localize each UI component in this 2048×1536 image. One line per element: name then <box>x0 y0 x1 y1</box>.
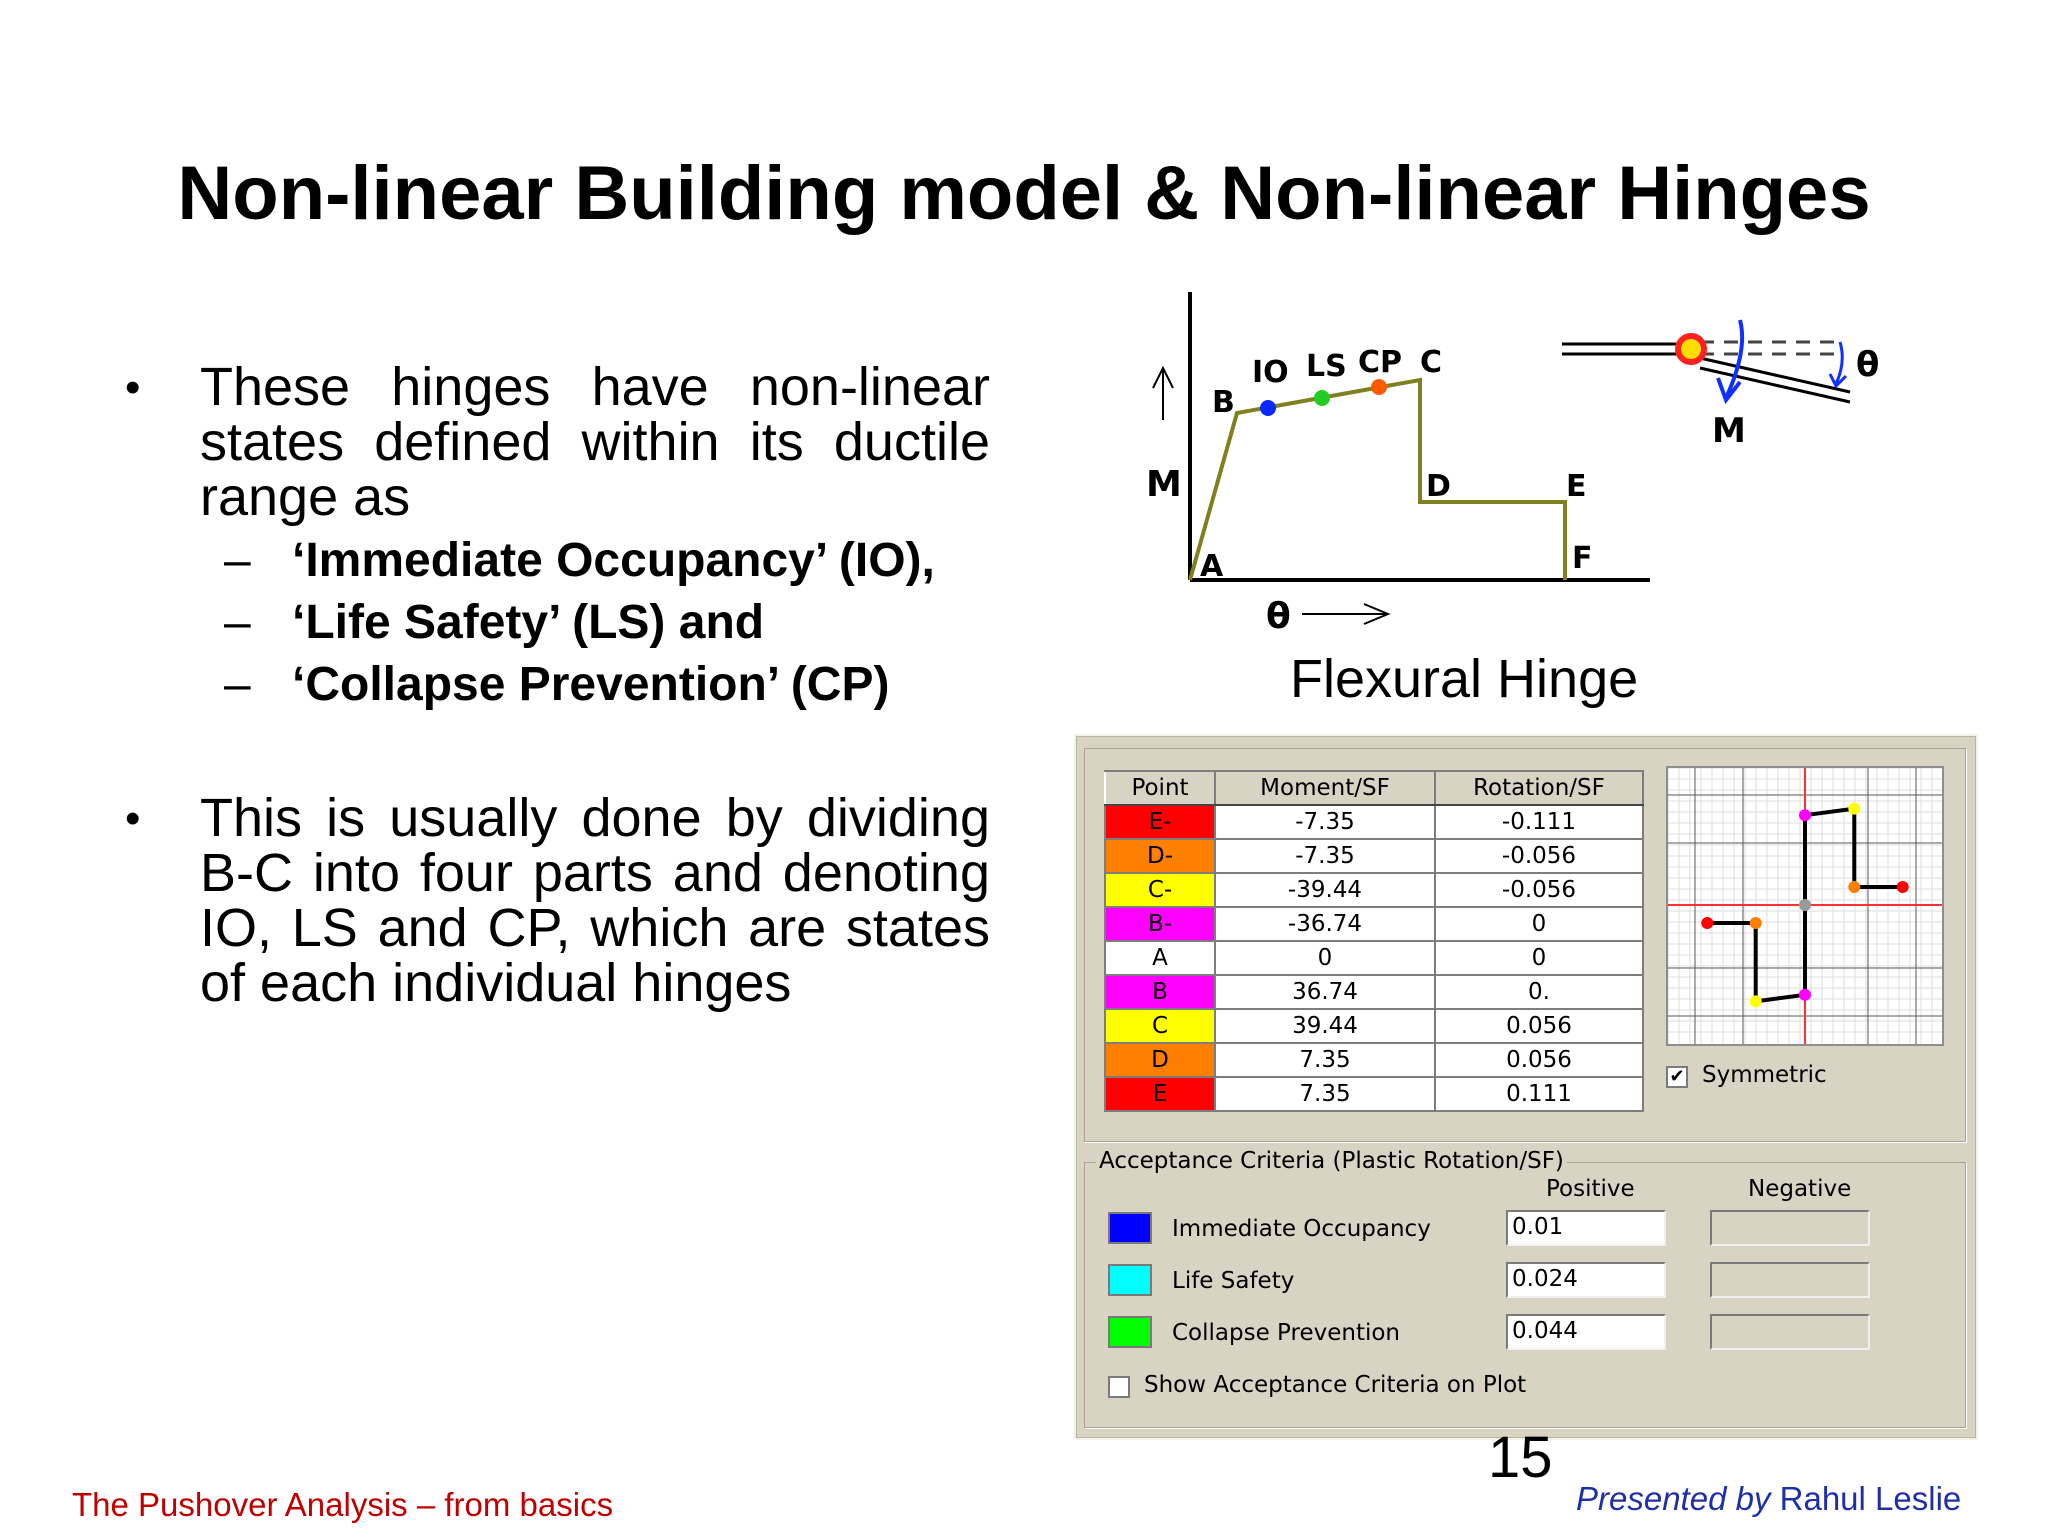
table-row[interactable] <box>1105 1009 1643 1043</box>
rotation-cell[interactable]: -0.056 <box>1435 839 1643 873</box>
ls-negative-input <box>1710 1262 1870 1298</box>
slide-title: Non-linear Building model & Non-linear Hinges <box>177 151 1871 236</box>
rotation-cell[interactable]: 0. <box>1435 975 1643 1009</box>
hinge-curve-plot <box>1666 766 1944 1046</box>
bullet-list <box>120 357 990 1013</box>
column-header: Point <box>1105 771 1215 805</box>
backbone-curve <box>1190 380 1565 580</box>
cp-positive-input[interactable]: 0.044 <box>1506 1314 1666 1350</box>
bullet-text: These hinges have non-linear states defined within its ductile range as <box>200 357 990 527</box>
point-label: LS <box>1306 349 1347 384</box>
io-label: Immediate Occupancy <box>1172 1216 1431 1242</box>
io-negative-input <box>1710 1210 1870 1246</box>
point-label: CP <box>1358 345 1403 380</box>
dash-icon: – <box>224 596 251 649</box>
footer-prefix: Presented by <box>1576 1480 1771 1517</box>
page-number: 15 <box>1488 1425 1553 1490</box>
hinge-property-dialog <box>1074 734 1978 1440</box>
plot-point <box>1848 881 1860 893</box>
acceptance-group-label: Acceptance Criteria (Plastic Rotation/SF) <box>1096 1148 1567 1174</box>
table-row[interactable] <box>1105 941 1643 975</box>
ls-color-swatch[interactable] <box>1108 1264 1152 1296</box>
rotation-cell[interactable]: 0.056 <box>1435 1043 1643 1077</box>
cp-label: Collapse Prevention <box>1172 1320 1401 1346</box>
table-row[interactable] <box>1105 975 1643 1009</box>
plot-point <box>1799 809 1811 821</box>
column-header: Rotation/SF <box>1435 771 1643 805</box>
rotation-cell[interactable]: 0 <box>1435 941 1643 975</box>
rotation-cell[interactable]: 0 <box>1435 907 1643 941</box>
ls-positive-input[interactable]: 0.024 <box>1506 1262 1666 1298</box>
plot-point <box>1750 995 1762 1007</box>
point-cell[interactable]: C <box>1105 1009 1215 1043</box>
point-label: E <box>1566 469 1587 504</box>
rotation-cell[interactable]: 0.056 <box>1435 1009 1643 1043</box>
sub-bullet-text: ‘Collapse Prevention’ (CP) <box>292 658 890 711</box>
rotation-cell[interactable]: -0.056 <box>1435 873 1643 907</box>
symmetric-checkbox[interactable]: ✔ <box>1666 1066 1688 1088</box>
footer-name: Rahul Leslie <box>1779 1480 1962 1517</box>
moment-cell[interactable]: -39.44 <box>1215 873 1435 907</box>
hinge-points-table <box>1104 770 1644 1112</box>
cp-negative-input <box>1710 1314 1870 1350</box>
point-cell[interactable]: D- <box>1105 839 1215 873</box>
bullet-icon: • <box>125 363 141 412</box>
point-cell[interactable]: B <box>1105 975 1215 1009</box>
moment-cell[interactable]: 7.35 <box>1215 1043 1435 1077</box>
moment-cell[interactable]: -36.74 <box>1215 907 1435 941</box>
point-label: B <box>1212 385 1235 420</box>
table-row[interactable] <box>1105 907 1643 941</box>
plot-point <box>1701 917 1713 929</box>
bullet-text: This is usually done by dividing B-C into four parts and denoting IO, LS and CP, which are states of each individual hinges <box>200 788 990 1013</box>
point-label: IO <box>1252 355 1289 390</box>
show-criteria-checkbox[interactable] <box>1108 1376 1130 1398</box>
show-criteria-label: Show Acceptance Criteria on Plot <box>1144 1372 1527 1398</box>
ls-point <box>1314 390 1330 406</box>
symmetric-label: Symmetric <box>1702 1062 1827 1088</box>
point-label: A <box>1200 549 1224 584</box>
point-label: F <box>1572 541 1593 576</box>
plot-point <box>1848 803 1860 815</box>
beam-rotation-label: θ <box>1856 345 1880 385</box>
cp-point <box>1371 379 1387 395</box>
table-row[interactable] <box>1105 805 1643 839</box>
plot-point <box>1897 881 1909 893</box>
column-header: Moment/SF <box>1215 771 1435 805</box>
beam-sketch <box>1562 320 1850 402</box>
positive-header: Positive <box>1546 1176 1635 1202</box>
table-row[interactable] <box>1105 1043 1643 1077</box>
moment-cell[interactable]: -7.35 <box>1215 839 1435 873</box>
sub-bullet-text: ‘Life Safety’ (LS) and <box>292 596 765 649</box>
footer-author <box>1576 1480 1961 1518</box>
bullet-item <box>120 357 990 527</box>
sub-bullet-text: ‘Immediate Occupancy’ (IO), <box>292 534 935 587</box>
point-cell[interactable]: A <box>1105 941 1215 975</box>
cp-color-swatch[interactable] <box>1108 1316 1152 1348</box>
point-cell[interactable]: B- <box>1105 907 1215 941</box>
moment-cell[interactable]: 0 <box>1215 941 1435 975</box>
right-arrow-icon <box>1302 604 1388 624</box>
point-cell[interactable]: C- <box>1105 873 1215 907</box>
point-cell[interactable]: E <box>1105 1077 1215 1111</box>
moment-cell[interactable]: 36.74 <box>1215 975 1435 1009</box>
plot-point <box>1799 989 1811 1001</box>
sub-bullet-item <box>120 535 990 587</box>
rotation-cell[interactable]: 0.111 <box>1435 1077 1643 1111</box>
table-row[interactable] <box>1105 1077 1643 1111</box>
axis-label-theta: θ <box>1266 596 1291 637</box>
io-positive-input[interactable]: 0.01 <box>1506 1210 1666 1246</box>
table-row[interactable] <box>1105 839 1643 873</box>
table-row[interactable] <box>1105 873 1643 907</box>
io-point <box>1260 400 1276 416</box>
ls-label: Life Safety <box>1172 1268 1295 1294</box>
up-arrow-icon <box>1153 368 1173 420</box>
negative-header: Negative <box>1748 1176 1852 1202</box>
plot-point <box>1750 917 1762 929</box>
point-cell[interactable]: E- <box>1105 805 1215 839</box>
io-color-swatch[interactable] <box>1108 1212 1152 1244</box>
point-cell[interactable]: D <box>1105 1043 1215 1077</box>
sub-bullet-item <box>120 659 990 711</box>
axis-label-m: M <box>1146 464 1182 505</box>
bullet-item <box>120 788 990 1013</box>
footer-title: The Pushover Analysis – from basics <box>72 1486 614 1523</box>
moment-cell[interactable]: 7.35 <box>1215 1077 1435 1111</box>
hinge-icon <box>1678 336 1704 362</box>
hinge-curve-diagram <box>1100 270 2020 670</box>
moment-cell[interactable]: 39.44 <box>1215 1009 1435 1043</box>
moment-cell[interactable]: -7.35 <box>1215 805 1435 839</box>
diagram-caption: Flexural Hinge <box>1290 649 1639 709</box>
beam-moment-label: M <box>1712 411 1746 451</box>
point-label: C <box>1420 345 1443 380</box>
sub-bullet-item <box>120 597 990 649</box>
plot-point <box>1799 899 1811 911</box>
bullet-icon: • <box>125 794 141 843</box>
dash-icon: – <box>224 534 251 587</box>
rotation-cell[interactable]: -0.111 <box>1435 805 1643 839</box>
dash-icon: – <box>224 658 251 711</box>
point-label: D <box>1426 469 1451 504</box>
